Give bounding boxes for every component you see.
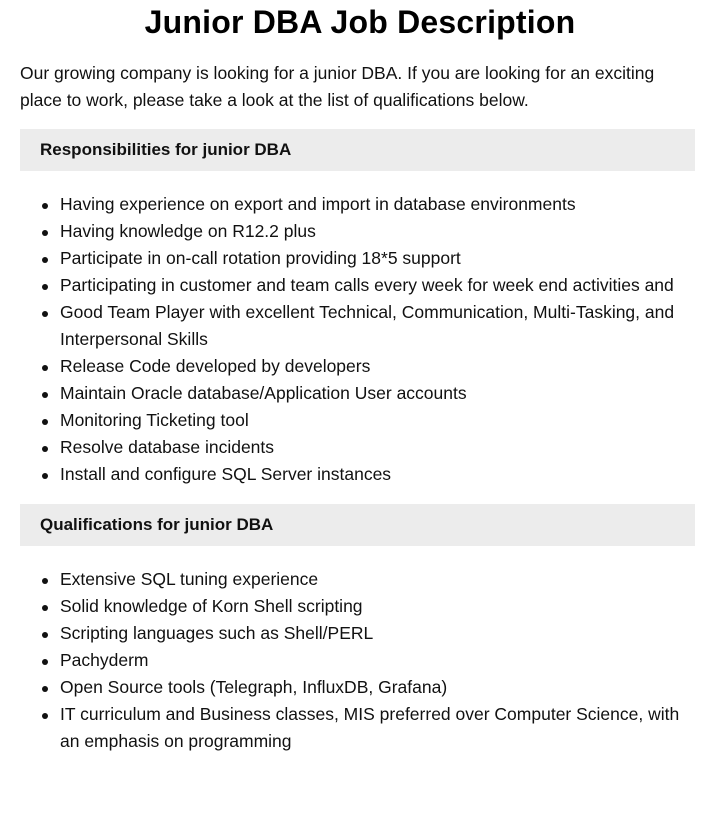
list-item — [20, 434, 680, 461]
qualifications-heading: Qualifications for junior DBA — [20, 504, 695, 546]
bullet-icon — [42, 659, 48, 665]
list-item — [20, 461, 680, 488]
bullet-icon — [42, 713, 48, 719]
list-item — [20, 191, 680, 218]
bullet-icon — [42, 257, 48, 263]
list-item — [20, 566, 680, 593]
list-item-text: Pachyderm — [60, 650, 149, 670]
bullet-icon — [42, 365, 48, 371]
list-item — [20, 380, 680, 407]
list-item-text: Scripting languages such as Shell/PERL — [60, 623, 374, 643]
qualifications-list — [20, 566, 680, 755]
list-item-text: IT curriculum and Business classes, MIS preferred over Computer Science, with an emphasis on programming — [60, 704, 680, 751]
bullet-icon — [42, 578, 48, 584]
list-item-text: Good Team Player with excellent Technical, Communication, Multi-Tasking, and Interpersonal Skills — [60, 302, 675, 349]
bullet-icon — [42, 284, 48, 290]
list-item-text: Install and configure SQL Server instances — [60, 464, 392, 484]
bullet-icon — [42, 392, 48, 398]
list-item-text: Monitoring Ticketing tool — [60, 410, 249, 430]
list-item-text: Solid knowledge of Korn Shell scripting — [60, 596, 363, 616]
bullet-icon — [42, 632, 48, 638]
list-item — [20, 407, 680, 434]
bullet-icon — [42, 311, 48, 317]
list-item-text: Having knowledge on R12.2 plus — [60, 221, 316, 241]
list-item-text: Resolve database incidents — [60, 437, 275, 457]
page-title: Junior DBA Job Description — [144, 4, 576, 40]
list-item — [20, 353, 680, 380]
bullet-icon — [42, 230, 48, 236]
list-item-text: Participating in customer and team calls every week for week end activities and — [60, 275, 674, 295]
responsibilities-list — [20, 191, 680, 488]
list-item — [20, 593, 680, 620]
bullet-icon — [42, 686, 48, 692]
list-item — [20, 245, 680, 272]
list-item — [20, 272, 680, 299]
list-item — [20, 701, 680, 755]
list-item — [20, 647, 680, 674]
list-item — [20, 620, 680, 647]
bullet-icon — [42, 419, 48, 425]
intro-paragraph: Our growing company is looking for a junior DBA. If you are looking for an exciting place to work, please take a look at the list of qualifications below. — [20, 63, 655, 110]
responsibilities-heading: Responsibilities for junior DBA — [20, 129, 695, 171]
list-item — [20, 218, 680, 245]
list-item-text: Maintain Oracle database/Application User accounts — [60, 383, 467, 403]
list-item-text: Open Source tools (Telegraph, InfluxDB, Grafana) — [60, 677, 448, 697]
list-item-text: Participate in on-call rotation providing 18*5 support — [60, 248, 461, 268]
list-item — [20, 299, 680, 353]
bullet-icon — [42, 473, 48, 479]
list-item-text: Extensive SQL tuning experience — [60, 569, 319, 589]
bullet-icon — [42, 605, 48, 611]
bullet-icon — [42, 446, 48, 452]
list-item-text: Release Code developed by developers — [60, 356, 371, 376]
list-item — [20, 674, 680, 701]
bullet-icon — [42, 203, 48, 209]
list-item-text: Having experience on export and import in database environments — [60, 194, 576, 214]
